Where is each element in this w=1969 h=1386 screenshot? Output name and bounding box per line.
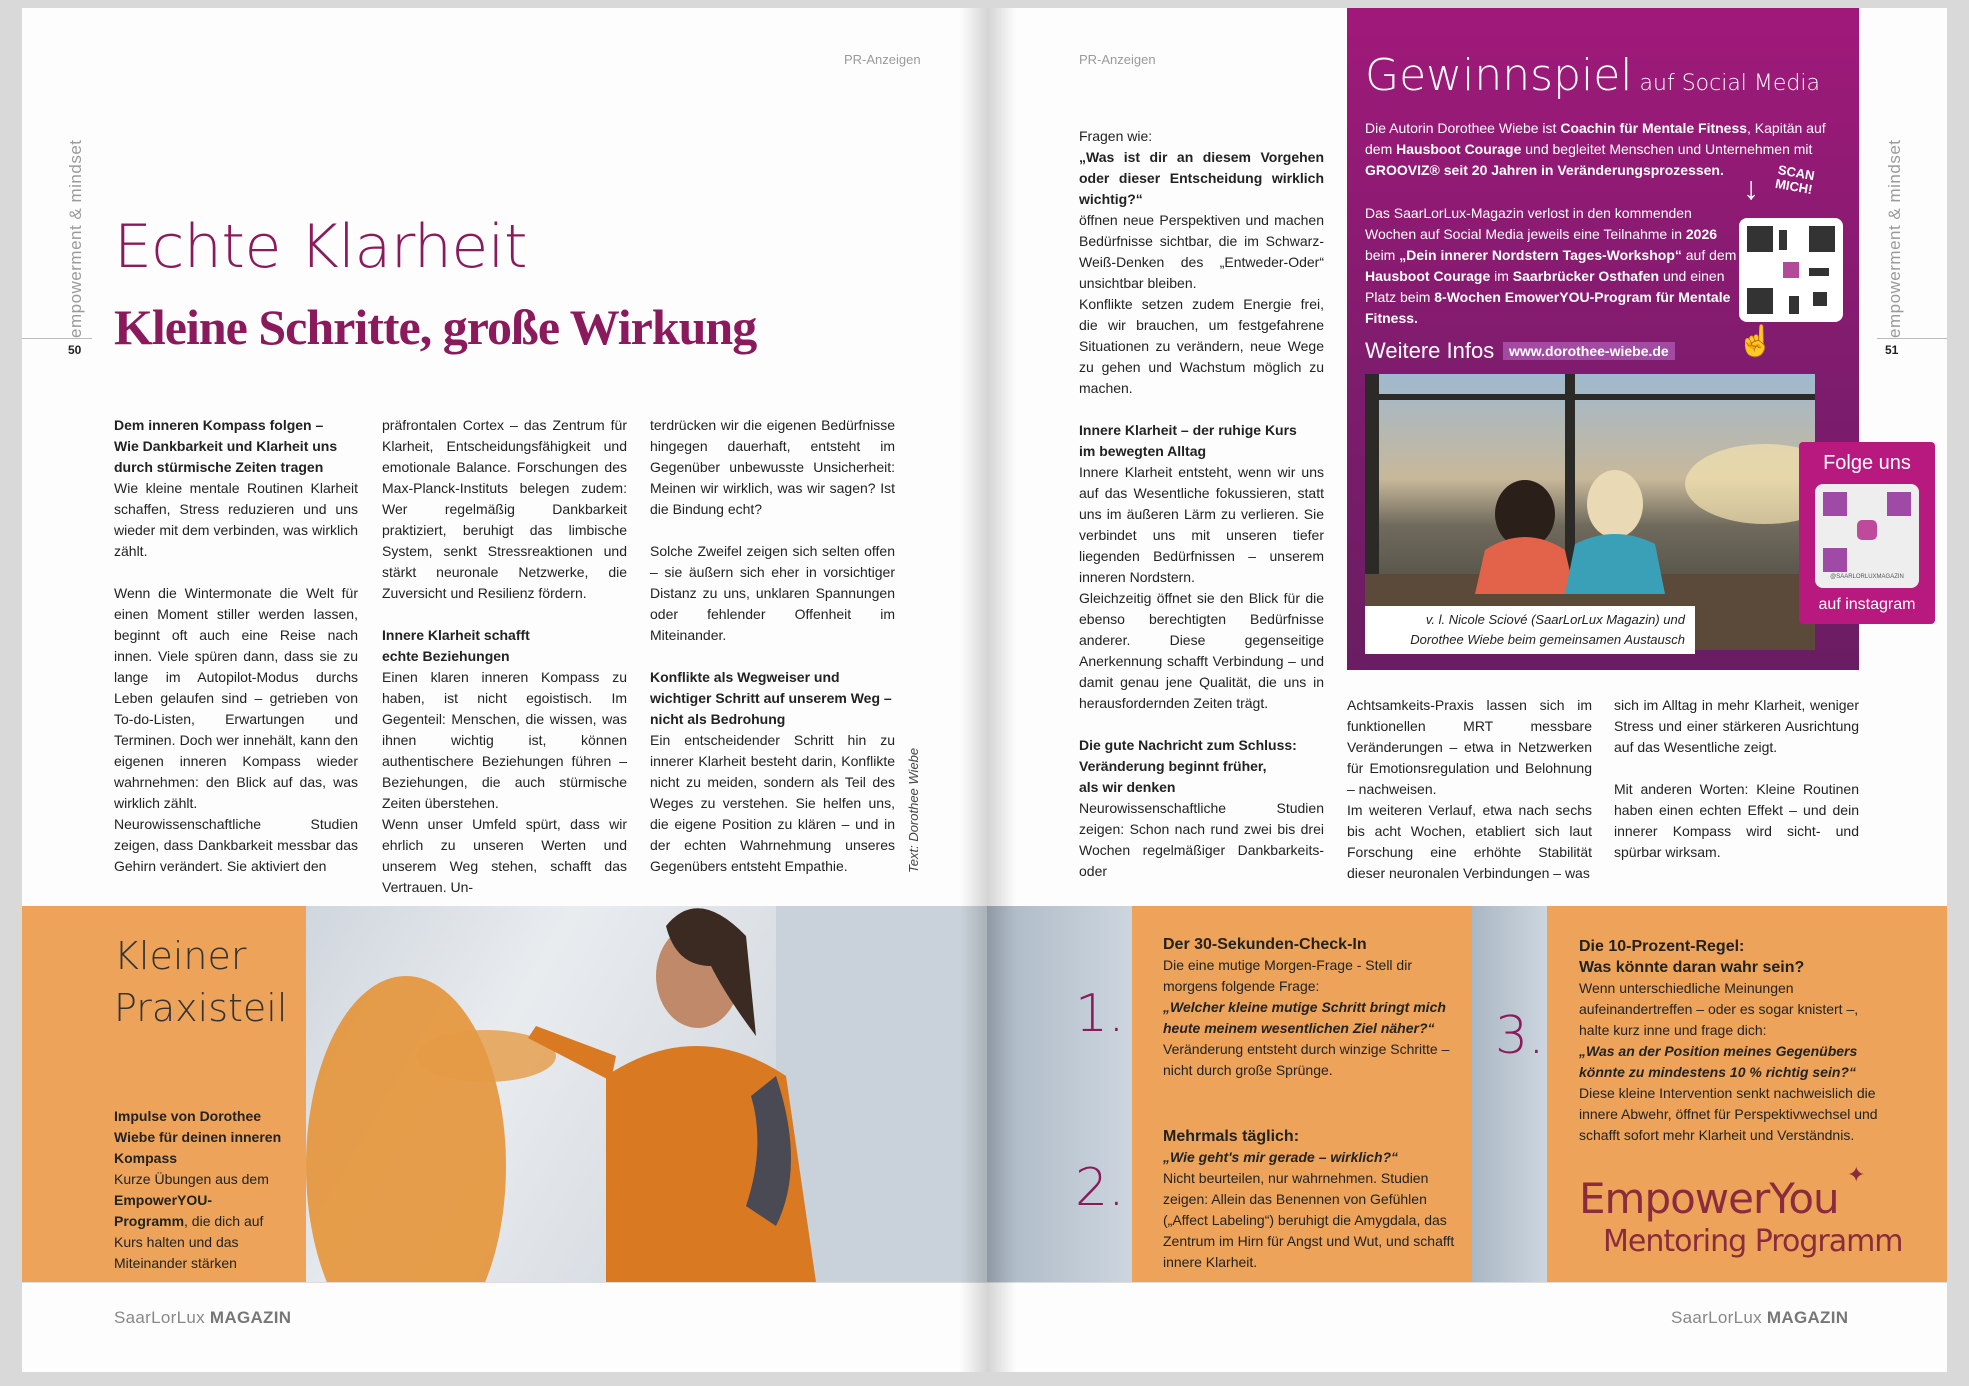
quote: „Was ist dir an diesem Vorgehen oder dieser Entscheidung wirklich wichtig?“ (1079, 149, 1324, 207)
paragraph: Innere Klarheit entsteht, wenn wir uns auf das Wesentliche fokussieren, statt uns im äußeren Lärm zu verlieren. Sie verbindet uns mit unseren tiefer liegenden Bedürfnissen – unserem inneren Nordstern. (1079, 464, 1324, 585)
subheading: Innere Klarheit – der ruhige Kurs (1079, 422, 1297, 438)
follow-instagram-box[interactable] (1799, 442, 1935, 624)
paragraph: Gleichzeitig öffnet sie den Blick für die ebenso berechtigten Bedürfnisse anderer. Diese gegenseitige Anerkennung schafft Verbindung – und damit genau jene Qualität, die uns in herausfordernden Zeiten trägt. (1079, 590, 1324, 711)
promo-text: , Kapitän auf dem (1365, 120, 1826, 157)
promo-text: Die Autorin Dorothee Wiebe ist (1365, 120, 1561, 136)
promo-title (1365, 50, 1820, 101)
paragraph: Ein entscheidender Schritt hin zu innerer Klarheit besteht darin, Konflikte nicht zu meiden, sondern als Teil des Weges zu verstehen. Sie helfen uns, die eigene Position zu klären – und in der echten Wahrnehmung unseres Gegenübers entsteht Empathie. (650, 732, 895, 874)
paragraph: Neurowissenschaftliche Studien zeigen: Schon nach rund zwei bis drei Wochen regelmäßiger Dankbarkeits- oder (1079, 800, 1324, 879)
paragraph: Konflikte setzen zudem Energie frei, die wir brauchen, um festgefahrene Situationen zu verändern, neue Wege zu gehen und Wachstum möglich zu machen. (1079, 296, 1324, 396)
photo-caption (1365, 606, 1695, 654)
paragraph: präfrontalen Cortex – das Zentrum für Klarheit, Entscheidungsfähigkeit und emotionale Balance. Forschungen des Max-Planck-Instituts belegen zudem: Wer regelmäßig Dankbarkeit praktiziert, beruhigt das limbische System, senkt Stressreaktionen und stärkt neuronale Netzwerke, die Zuversicht und Resilienz fördern. (382, 417, 627, 601)
step-quote: „Wie geht's mir gerade – wirklich?“ (1163, 1149, 1399, 1165)
paragraph: Einen klaren inneren Kompass zu haben, ist nicht egoistisch. Im Gegenteil: Menschen, die wissen, was ihnen wichtig ist, können authentischere Beziehungen führen – Beziehungen, die auch stürmische Zeiten überstehen. (382, 669, 627, 811)
promo-title-main: Gewinnspiel (1365, 50, 1633, 101)
article-column-1 (1079, 126, 1324, 882)
promo-text: und einen Platz beim (1365, 268, 1725, 305)
praxis-title (114, 930, 287, 1034)
paragraph: Im weiteren Verlauf, etwa nach sechs bis acht Wochen, etabliert sich laut Forschung eine erhöhte Stabilität dieser neuronalen Verbindungen – was (1347, 802, 1592, 881)
footer-rule (22, 1282, 987, 1283)
step-title: Mehrmals täglich: (1163, 1128, 1300, 1145)
promo-highlight: Coachin für Mentale Fitness (1560, 120, 1748, 136)
footer-rule (987, 1282, 1947, 1283)
website-link[interactable]: www.dorothee-wiebe.de (1503, 342, 1675, 360)
photo-woman-illustration (306, 906, 987, 1282)
promo-title-sub: auf Social Media (1632, 71, 1820, 96)
paragraph: Wenn die Wintermonate die Welt für einen Moment stiller werden lassen, beginnt oft auch eine Reise nach innen. Viele spüren dann, dass sie zu lange im Autopilot-Modus durchs Leben gelaufen sind – getrieben von To-do-Listen, Erwartungen und Terminen. Doch wer innehält, kann den eigenen inneren Kompass wieder wahrnehmen: den Blick auf das, was wirklich zählt. (114, 585, 358, 811)
step-2 (1163, 1126, 1463, 1273)
impulse-body: Kurze Übungen aus dem (114, 1171, 269, 1187)
page-number: 51 (1885, 343, 1899, 357)
step-text: Veränderung entsteht durch winzige Schritte – nicht durch große Sprünge. (1163, 1041, 1450, 1078)
section-label: empowerment & mindset (66, 139, 85, 338)
qr-code-instagram[interactable] (1815, 484, 1919, 588)
pr-label: PR-Anzeigen (844, 52, 921, 67)
promo-highlight: Saarbrücker Osthafen (1512, 268, 1660, 284)
spine-shadow (960, 8, 1016, 1372)
subheading: Konflikte als Wegweiser und (650, 669, 840, 685)
promo-highlight: Hausboot Courage (1396, 141, 1522, 157)
impulse-heading: Impulse von Dorothee Wiebe für deinen inneren Kompass (114, 1108, 282, 1166)
paragraph: Achtsamkeits-Praxis lassen sich im funktionellen MRT messbare Veränderungen – etwa in Netzwerken für Emotionsregulation und Belohnung – nachweisen. (1347, 697, 1592, 797)
step-3 (1579, 936, 1879, 1146)
subheading: Veränderung beginnt früher, (1079, 758, 1267, 774)
paragraph: Wie kleine mentale Routinen Klarheit schaffen, Stress reduzieren und uns wieder mit dem verbinden, was wirklich zählt. (114, 480, 358, 559)
promo-gewinnspiel (1347, 8, 1859, 670)
pr-label: PR-Anzeigen (1079, 52, 1156, 67)
instagram-handle: @SAARLORLUXMAGAZIN (1830, 574, 1904, 580)
paragraph: terdrücken wir die eigenen Bedürfnisse hingegen dauerhaft, entsteht im Gegenüber unbewusste Unsicherheit: Meinen wir wirklich, was wir sagen? Ist die Bindung echt? (650, 417, 895, 517)
follow-title: Folge uns (1823, 452, 1911, 474)
photo-strip (1472, 906, 1547, 1282)
footer-brand-light: SaarLorLux (114, 1308, 210, 1327)
subheading: Dem inneren Kompass folgen – (114, 417, 324, 433)
impulse-text (114, 1106, 284, 1274)
step-text: Diese kleine Intervention senkt nachweislich die innere Abwehr, öffnet für Perspektivwechsel und schafft sofort mehr Klarheit und Verständnis. (1579, 1085, 1878, 1143)
footer-brand (114, 1308, 291, 1328)
follow-sub: auf instagram (1818, 596, 1916, 613)
subheading: Die gute Nachricht zum Schluss: (1079, 737, 1297, 753)
step-number-2: 2. (1075, 1158, 1125, 1218)
footer-brand (1671, 1308, 1848, 1328)
subheading: im bewegten Alltag (1079, 443, 1207, 459)
page-left (22, 8, 987, 1372)
subheading: als wir denken (1079, 779, 1176, 795)
step-number-1: 1. (1075, 984, 1125, 1044)
paragraph: Solche Zweifel zeigen sich selten offen – sie äußern sich eher in vorsichtiger Distanz zu uns, unklaren Spannungen oder fehlender Offenheit im Miteinander. (650, 543, 895, 643)
infos-label: Weitere Infos (1365, 338, 1495, 363)
subheading: durch stürmische Zeiten tragen (114, 459, 324, 475)
caption-line: v. l. Nicole Sciové (SaarLorLux Magazin) und (1425, 612, 1685, 627)
promo-text: beim (1365, 247, 1400, 263)
promo-text: auf dem (1681, 247, 1737, 263)
page-right (987, 8, 1947, 1372)
step-quote: „Was an der Position meines Gegenübers könnte zu mindestens 10 % richtig sein?“ (1579, 1043, 1858, 1080)
step-1 (1163, 934, 1463, 1081)
paragraph: öffnen neue Perspektiven und machen Bedürfnisse sichtbar, die im Schwarz-Weiß-Denken des „Entweder-Oder“ unsichtbar bleiben. (1079, 212, 1324, 291)
page-number: 50 (68, 343, 82, 357)
subheading: echte Beziehungen (382, 648, 510, 664)
promo-highlight: 2026 (1685, 226, 1718, 242)
arrow-down-icon: ↓ (1743, 170, 1759, 206)
paragraph: Wenn unser Umfeld spürt, dass wir ehrlich zu unseren Werten und unserem Weg stehen, schafft das Vertrauen. Un- (382, 816, 627, 895)
article-column-1 (114, 415, 358, 877)
step-title: Die 10-Prozent-Regel: (1579, 938, 1745, 955)
praxis-title-line: Kleiner (114, 934, 247, 978)
paragraph: Neurowissenschaftliche Studien zeigen, dass Dankbarkeit messbar das Gehirn verändert. Sie aktiviert den (114, 816, 358, 874)
promo-highlight: „Dein innerer Nordstern Tages-Workshop“ (1399, 247, 1682, 263)
step-text: Die eine mutige Morgen-Frage - Stell dir morgens folgende Frage: (1163, 957, 1412, 994)
title-serif: Kleine Schritte, große Wirkung (114, 299, 757, 355)
impulse-program: EmpowerYOU-Programm (114, 1192, 213, 1229)
promo-text-2 (1365, 203, 1739, 329)
subheading: wichtiger Schritt auf unserem Weg – (650, 690, 892, 706)
subheading: nicht als Bedrohung (650, 711, 786, 727)
step-text: Nicht beurteilen, nur wahrnehmen. Studien zeigen: Allein das Benennen von Gefühlen („Affect Labeling“) beruhigt die Amygdala, das Zentrum im Hirn für Angst und Wut, und schafft innere Klarheit. (1163, 1170, 1455, 1270)
paragraph: Fragen wie: (1079, 128, 1153, 144)
impulse-body: , die dich auf Kurs halten und das Miteinander stärken (114, 1213, 264, 1271)
article-column-3 (1614, 695, 1859, 863)
subheading: Innere Klarheit schafft (382, 627, 530, 643)
praxis-title-line: Praxisteil (114, 986, 288, 1030)
caption-line: Dorothee Wiebe beim gemeinsamen Austausch (1410, 632, 1685, 647)
footer-brand-bold: MAGAZIN (1766, 1308, 1849, 1327)
article-column-2 (1347, 695, 1592, 884)
promo-highlight: GROOVIZ® seit 20 Jahren in Veränderungsprozessen. (1365, 162, 1724, 178)
paragraph: sich im Alltag in mehr Klarheit, weniger Stress und einer stärkeren Ausrichtung auf das Wesentliche zeigt. (1614, 697, 1859, 755)
article-column-3 (650, 415, 895, 877)
step-text: Wenn unterschiedliche Meinungen aufeinandertreffen – oder es sogar knistert –, halte kurz inne und frage dich: (1579, 980, 1859, 1038)
tap-hand-icon: ☝ (1737, 325, 1775, 358)
promo-text: im (1490, 268, 1513, 284)
scan-label: SCAN MICH! (1774, 162, 1816, 198)
promo-text: und begleitet Menschen und Unternehmen mit (1521, 141, 1813, 157)
page-number-rule (22, 338, 92, 339)
compass-icon: ✦ (1847, 1162, 1866, 1187)
step-title: Was könnte daran wahr sein? (1579, 959, 1805, 976)
paragraph: Mit anderen Worten: Kleine Routinen haben einen echten Effekt – und dein innerer Kompass wird sicht- und spürbar wirksam. (1614, 781, 1859, 860)
photo-woman-mirror (306, 906, 987, 1282)
article-column-2 (382, 415, 627, 898)
section-label: empowerment & mindset (1885, 139, 1904, 338)
footer-brand-light: SaarLorLux (1671, 1308, 1767, 1327)
step-title: Der 30-Sekunden-Check-In (1163, 936, 1367, 953)
praxis-panel (22, 906, 306, 1282)
step-quote: „Welcher kleine mutige Schritt bringt mich heute meinem wesentlichen Ziel näher?“ (1163, 999, 1446, 1036)
title-light: Echte Klarheit (114, 212, 527, 282)
text-credit: Text: Dorothee Wiebe (906, 747, 921, 873)
footer-brand-bold: MAGAZIN (209, 1308, 292, 1327)
promo-highlight: Hausboot Courage (1365, 268, 1491, 284)
brand-logo-sub: Mentoring Programm (1603, 1224, 1903, 1259)
brand-logo-title: EmpowerYou (1579, 1174, 1839, 1223)
promo-text: Das SaarLorLux-Magazin verlost in den kommenden Wochen auf Social Media jeweils eine Teilnahme in (1365, 205, 1692, 242)
page-number-rule (1877, 338, 1947, 339)
step-number-3: 3. (1495, 1006, 1545, 1066)
qr-code-website[interactable] (1739, 218, 1843, 322)
subheading: Wie Dankbarkeit und Klarheit uns (114, 438, 338, 454)
promo-highlight: 8-Wochen EmowerYOU-Program für Mentale Fitness. (1365, 289, 1731, 326)
